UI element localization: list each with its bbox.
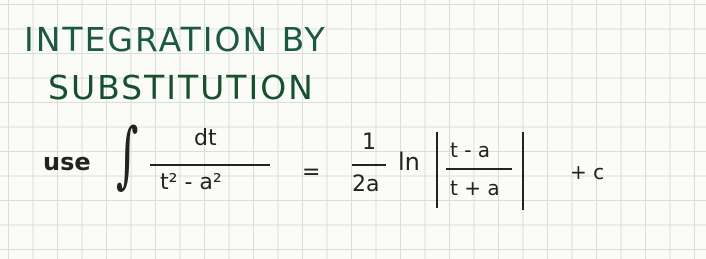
integral-sign: ∫ [116, 112, 139, 196]
integrand-fraction-bar [150, 164, 270, 166]
abs-denominator: t + a [450, 176, 500, 200]
absolute-bar-left [436, 132, 438, 208]
use-label: use [43, 148, 91, 176]
equals-sign: = [302, 160, 321, 185]
ln-label: ln [398, 148, 420, 176]
abs-numerator: t - a [450, 138, 491, 162]
coefficient-denominator: 2a [352, 172, 380, 197]
coefficient-fraction-bar [352, 164, 386, 166]
abs-fraction-bar [446, 168, 512, 170]
constant-term: + c [570, 160, 605, 184]
coefficient-numerator: 1 [362, 130, 376, 155]
heading-line-2: SUBSTITUTION [48, 68, 315, 107]
heading-line-1: INTEGRATION BY [24, 20, 327, 59]
integrand-numerator: dt [194, 126, 217, 151]
absolute-bar-right [522, 132, 524, 210]
integrand-denominator: t² - a² [160, 170, 222, 195]
